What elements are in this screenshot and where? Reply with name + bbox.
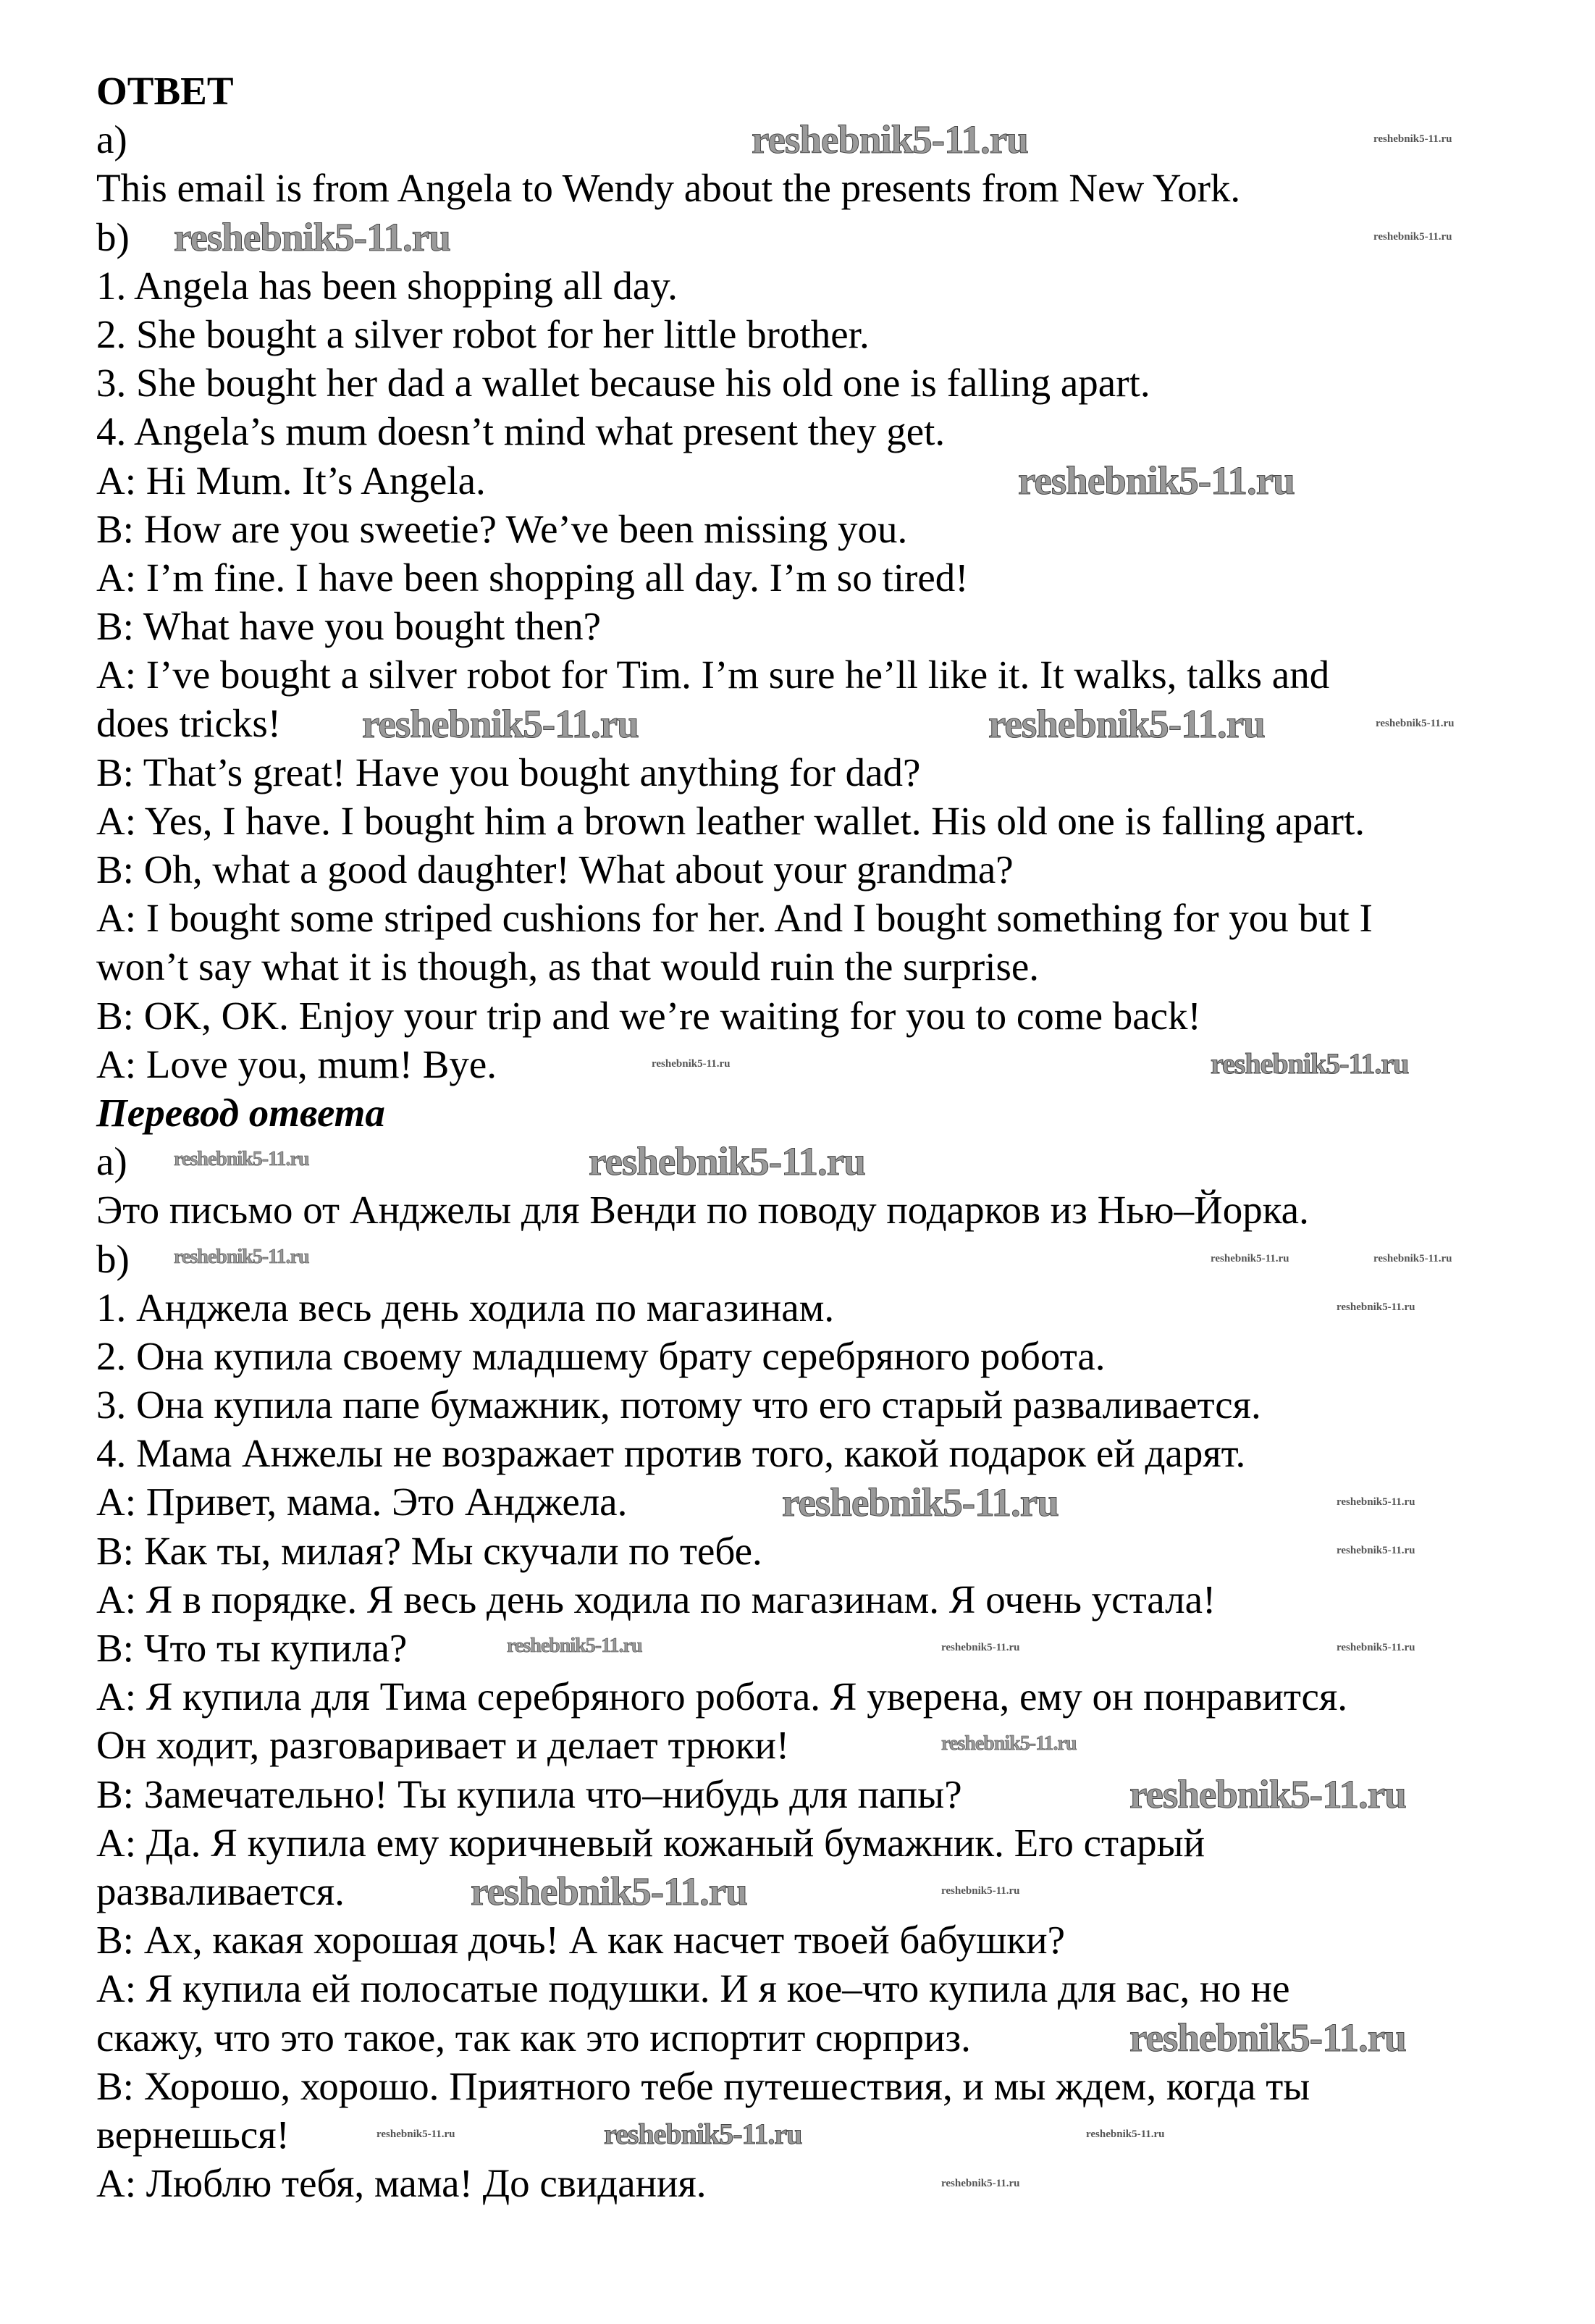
text-line: 2. Она купила своему младшему брату серебряного робота. (96, 1333, 1106, 1378)
answer-document (96, 67, 1544, 2207)
watermark: reshebnik5-11.ru (1211, 1253, 1289, 1264)
text-line: B: OK, OK. Enjoy your trip and we’re waiting for you to come back! (96, 993, 1201, 1038)
text-line: b) (96, 214, 130, 259)
watermark: reshebnik5-11.ru (1129, 2015, 1406, 2060)
watermark: reshebnik5-11.ru (174, 1148, 309, 1170)
text-line: B: How are you sweetie? We’ve been missing you. (96, 506, 908, 551)
text-line: 1. Angela has been shopping all day. (96, 263, 678, 308)
watermark: reshebnik5-11.ru (362, 702, 639, 746)
text-line: B: Замечательно! Ты купила что–нибудь для папы? (96, 1771, 962, 1816)
text-line: B: Что ты купила? (96, 1626, 408, 1670)
watermark: reshebnik5-11.ru (604, 2118, 802, 2150)
text-line: A: I’m fine. I have been shopping all day. I’m so tired! (96, 555, 969, 600)
text-line: Он ходит, разговаривает и делает трюки! (96, 1723, 790, 1768)
text-line: A: I bought some striped cushions for her. And I bought something for you but I (96, 896, 1373, 941)
watermark: reshebnik5-11.ru (589, 1139, 865, 1183)
text-line: вернешься! (96, 2112, 290, 2157)
watermark: reshebnik5-11.ru (1337, 1496, 1415, 1508)
text-line: B: Oh, what a good daughter! What about your grandma? (96, 847, 1014, 892)
watermark: reshebnik5-11.ru (941, 1642, 1020, 1653)
text-line: This email is from Angela to Wendy about the presents from New York. (96, 166, 1241, 211)
text-line: 3. She bought her dad a wallet because his old one is falling apart. (96, 361, 1150, 406)
text-line: 4. Мама Анжелы не возражает против того, какой подарок ей дарят. (96, 1431, 1246, 1476)
watermark: reshebnik5-11.ru (1086, 2128, 1165, 2140)
watermark: reshebnik5-11.ru (752, 117, 1028, 161)
watermark: reshebnik5-11.ru (471, 1869, 747, 1913)
text-line: does tricks! (96, 701, 282, 746)
section-heading: Перевод ответа (96, 1090, 385, 1135)
watermark: reshebnik5-11.ru (1337, 1301, 1415, 1313)
text-line: A: Я в порядке. Я весь день ходила по магазинам. Я очень устала! (96, 1577, 1216, 1622)
text-line: A: Да. Я купила ему коричневый кожаный бумажник. Его старый (96, 1820, 1205, 1865)
text-line: A: Привет, мама. Это Анджела. (96, 1480, 628, 1524)
text-line: A: I’ve bought a silver robot for Tim. I’m sure he’ll like it. It walks, talks and (96, 653, 1330, 697)
text-line: 4. Angela’s mum doesn’t mind what present they get. (96, 409, 946, 454)
text-line: A: Люблю тебя, мама! До свидания. (96, 2161, 707, 2206)
watermark: reshebnik5-11.ru (1337, 1642, 1415, 1653)
text-line: a) (96, 1139, 127, 1184)
watermark: reshebnik5-11.ru (941, 1732, 1077, 1755)
text-line: b) (96, 1236, 130, 1281)
watermark: reshebnik5-11.ru (1376, 718, 1455, 729)
text-line: B: Как ты, милая? Мы скучали по тебе. (96, 1528, 762, 1573)
text-line: 2. She bought a silver robot for her little brother. (96, 311, 870, 356)
watermark: reshebnik5-11.ru (507, 1635, 642, 1657)
text-line: B: What have you bought then? (96, 604, 602, 649)
text-line: Это письмо от Анджелы для Венди по поводу подарков из Нью–Йорка. (96, 1188, 1309, 1233)
watermark: reshebnik5-11.ru (174, 215, 450, 259)
section-heading: ОТВЕТ (96, 69, 234, 113)
text-line: разваливается. (96, 1868, 345, 1913)
text-line: won’t say what it is though, as that would ruin the surprise. (96, 944, 1040, 989)
text-line: a) (96, 117, 127, 162)
watermark: reshebnik5-11.ru (988, 702, 1265, 746)
watermark: reshebnik5-11.ru (1211, 1047, 1409, 1080)
text-line: B: Хорошо, хорошо. Приятного тебе путешествия, и мы ждем, когда ты (96, 2063, 1310, 2108)
text-line: A: Yes, I have. I bought him a brown leather wallet. His old one is falling apart. (96, 798, 1365, 843)
text-line: A: Hi Mum. It’s Angela. (96, 458, 486, 503)
watermark: reshebnik5-11.ru (174, 1246, 309, 1268)
text-line: B: That’s great! Have you bought anything for dad? (96, 750, 921, 794)
watermark: reshebnik5-11.ru (941, 2178, 1020, 2189)
watermark: reshebnik5-11.ru (1373, 133, 1452, 145)
watermark: reshebnik5-11.ru (941, 1885, 1020, 1897)
watermark: reshebnik5-11.ru (376, 2128, 455, 2140)
watermark: reshebnik5-11.ru (652, 1058, 731, 1070)
watermark: reshebnik5-11.ru (1018, 458, 1295, 503)
text-line: 3. Она купила папе бумажник, потому что его старый разваливается. (96, 1383, 1261, 1427)
watermark: reshebnik5-11.ru (1129, 1772, 1406, 1816)
watermark: reshebnik5-11.ru (1373, 1253, 1452, 1264)
watermark: reshebnik5-11.ru (1337, 1545, 1415, 1556)
text-line: B: Ах, какая хорошая дочь! А как насчет твоей бабушки? (96, 1918, 1066, 1963)
watermark: reshebnik5-11.ru (782, 1480, 1059, 1524)
watermark: reshebnik5-11.ru (1373, 231, 1452, 243)
text-line: A: Love you, mum! Bye. (96, 1041, 497, 1086)
text-line: скажу, что это такое, так как это испортит сюрприз. (96, 2015, 971, 2060)
text-line: A: Я купила ей полосатые подушки. И я кое–что купила для вас, но не (96, 1966, 1290, 2011)
text-line: 1. Анджела весь день ходила по магазинам. (96, 1285, 835, 1330)
text-line: A: Я купила для Тима серебряного робота. Я уверена, ему он понравится. (96, 1674, 1348, 1719)
